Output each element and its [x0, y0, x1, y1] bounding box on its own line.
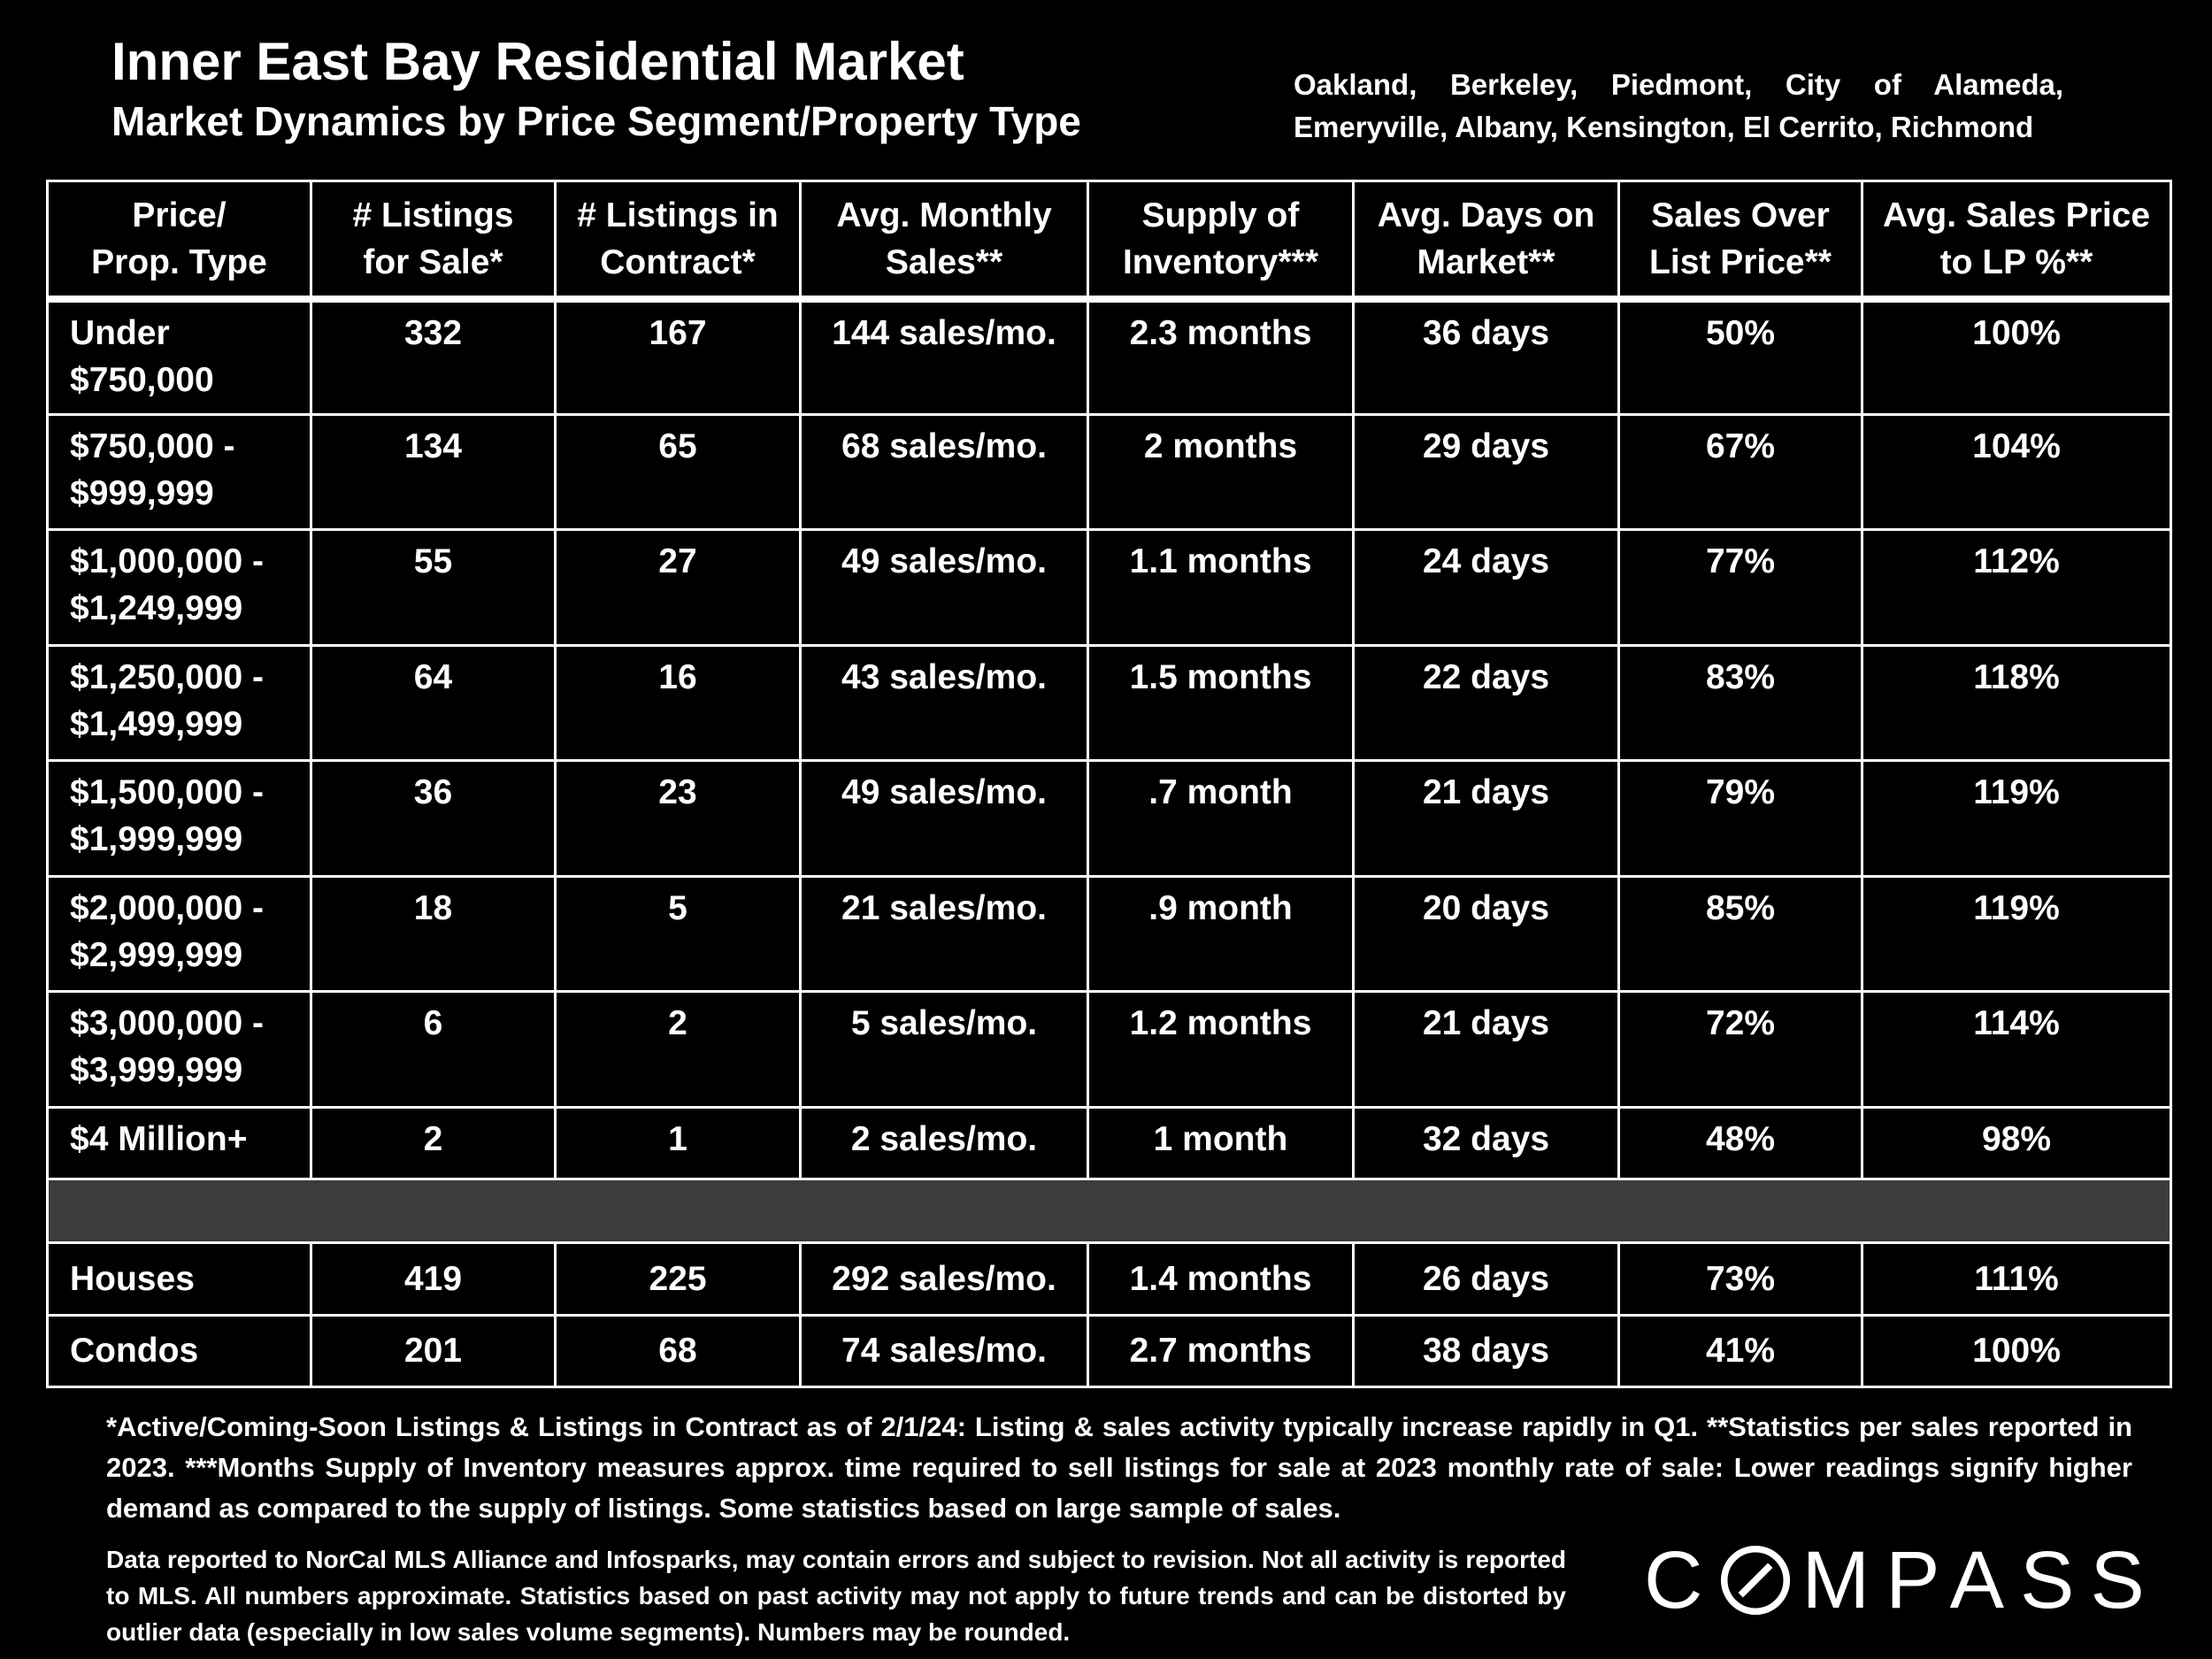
market-dynamics-table: [46, 180, 2172, 1388]
row-label: [48, 645, 311, 760]
table-cell: 2.7 months: [1088, 1315, 1354, 1387]
row-label-line: Condos: [70, 1332, 199, 1371]
table-cell: 100%: [1863, 1315, 2171, 1387]
row-label-line: $3,000,000 -: [70, 1004, 265, 1043]
page-subtitle: Market Dynamics by Price Segment/Property Type: [111, 98, 1081, 144]
table-cell: 419: [311, 1243, 556, 1315]
table-cell: 6: [311, 992, 556, 1107]
price-segment-row: [48, 645, 2171, 760]
table-cell: 74 sales/mo.: [801, 1315, 1088, 1387]
table-cell: 2: [556, 992, 801, 1107]
table-cell: 24 days: [1354, 530, 1619, 645]
price-segment-row: [48, 992, 2171, 1107]
table-cell: 98%: [1863, 1107, 2171, 1179]
column-header-line: Sales**: [885, 243, 1003, 281]
column-header: [801, 181, 1088, 300]
row-label-line: $999,999: [70, 473, 214, 512]
table-cell: 68 sales/mo.: [801, 414, 1088, 529]
table-cell: 55: [311, 530, 556, 645]
table-cell: 38 days: [1354, 1315, 1619, 1387]
price-segment-row: [48, 530, 2171, 645]
table-cell: 119%: [1863, 761, 2171, 876]
price-segment-row: [48, 299, 2171, 414]
table-cell: 64: [311, 645, 556, 760]
table-cell: .9 month: [1088, 876, 1354, 991]
row-label: [48, 414, 311, 529]
separator-cell: [48, 1179, 2171, 1243]
table-cell: 41%: [1619, 1315, 1863, 1387]
table-cell: 134: [311, 414, 556, 529]
table-cell: 21 days: [1354, 761, 1619, 876]
table-cell: 144 sales/mo.: [801, 299, 1088, 414]
column-header: [48, 181, 311, 300]
table-cell: 1.1 months: [1088, 530, 1354, 645]
table-cell: 1 month: [1088, 1107, 1354, 1179]
row-label-line: $2,000,000 -: [70, 888, 265, 927]
logo-text-rest: MPASS: [1801, 1535, 2161, 1625]
row-label-line: Under: [70, 314, 170, 352]
logo-text-c: C: [1644, 1535, 1719, 1625]
row-label: [48, 876, 311, 991]
property-type-row: [48, 1315, 2171, 1387]
column-header: [1354, 181, 1619, 300]
row-label-line: $1,500,000 -: [70, 773, 265, 812]
row-label-line: Houses: [70, 1259, 195, 1298]
table-cell: 22 days: [1354, 645, 1619, 760]
table-cell: 77%: [1619, 530, 1863, 645]
column-header-line: Prop. Type: [91, 243, 267, 281]
table-cell: 1.5 months: [1088, 645, 1354, 760]
column-header: [1863, 181, 2171, 300]
table-cell: 100%: [1863, 299, 2171, 414]
column-header: [311, 181, 556, 300]
price-segment-row: [48, 1107, 2171, 1179]
row-label-line: $1,999,999: [70, 820, 243, 859]
column-header: [1619, 181, 1863, 300]
row-label: [48, 530, 311, 645]
table-cell: 68: [556, 1315, 801, 1387]
column-header-line: # Listings: [352, 196, 514, 234]
row-label: [48, 1107, 311, 1179]
price-segment-row: [48, 761, 2171, 876]
cities-list: Oakland, Berkeley, Piedmont, City of Alameda, Emeryville, Albany, Kensington, El Cerrito, Richmond: [1294, 68, 2063, 143]
table-cell: 79%: [1619, 761, 1863, 876]
table-cell: 20 days: [1354, 876, 1619, 991]
table-cell: 23: [556, 761, 801, 876]
column-header-line: Market**: [1417, 243, 1555, 281]
table-cell: 118%: [1863, 645, 2171, 760]
column-header-line: Contract*: [600, 243, 756, 281]
table-cell: 111%: [1863, 1243, 2171, 1315]
row-label: [48, 761, 311, 876]
table-cell: 112%: [1863, 530, 2171, 645]
table-cell: 21 sales/mo.: [801, 876, 1088, 991]
table-cell: 1: [556, 1107, 801, 1179]
column-header-line: Supply of: [1141, 196, 1300, 234]
table-cell: 49 sales/mo.: [801, 530, 1088, 645]
compass-o-slash-icon: [1718, 1543, 1793, 1617]
table-cell: 119%: [1863, 876, 2171, 991]
page-title: Inner East Bay Residential Market: [111, 32, 964, 91]
table-cell: 26 days: [1354, 1243, 1619, 1315]
column-header-line: Inventory***: [1122, 243, 1319, 281]
price-segment-row: [48, 414, 2171, 529]
table-cell: 29 days: [1354, 414, 1619, 529]
table-cell: 2 months: [1088, 414, 1354, 529]
table-cell: 332: [311, 299, 556, 414]
table-cell: 292 sales/mo.: [801, 1243, 1088, 1315]
table-cell: 5: [556, 876, 801, 991]
table-cell: 50%: [1619, 299, 1863, 414]
row-label-line: $750,000 -: [70, 426, 235, 465]
row-label-line: $750,000: [70, 361, 214, 399]
table-cell: 36 days: [1354, 299, 1619, 414]
row-label-line: $2,999,999: [70, 935, 243, 974]
row-label-line: $1,000,000 -: [70, 542, 265, 581]
column-header-line: # Listings in: [577, 196, 779, 234]
row-label-line: $3,999,999: [70, 1051, 243, 1090]
table-cell: 18: [311, 876, 556, 991]
row-label: [48, 1315, 311, 1387]
table-cell: 225: [556, 1243, 801, 1315]
row-label-line: $1,250,000 -: [70, 657, 265, 696]
table-cell: 85%: [1619, 876, 1863, 991]
row-label-line: $1,499,999: [70, 704, 243, 743]
table-cell: 36: [311, 761, 556, 876]
table-cell: 2 sales/mo.: [801, 1107, 1088, 1179]
table-cell: 21 days: [1354, 992, 1619, 1107]
table-cell: 167: [556, 299, 801, 414]
table-cell: 1.2 months: [1088, 992, 1354, 1107]
row-label: [48, 1243, 311, 1315]
table-cell: 5 sales/mo.: [801, 992, 1088, 1107]
column-header-line: for Sale*: [363, 243, 503, 281]
table-body: [48, 299, 2171, 1387]
column-header-line: Avg. Monthly: [836, 196, 1052, 234]
column-header-line: Avg. Days on: [1377, 196, 1595, 234]
row-label-line: $4 Million+: [70, 1119, 248, 1158]
row-label: [48, 992, 311, 1107]
table-cell: 27: [556, 530, 801, 645]
table-cell: 2.3 months: [1088, 299, 1354, 414]
column-header-line: Avg. Sales Price: [1882, 196, 2151, 234]
table-cell: 201: [311, 1315, 556, 1387]
table-cell: 49 sales/mo.: [801, 761, 1088, 876]
table-cell: 67%: [1619, 414, 1863, 529]
column-header-line: Price/: [132, 196, 227, 234]
footnote-disclaimer: Data reported to NorCal MLS Alliance and Infosparks, may contain errors and subject to revision. Not all activity is reported to MLS. All numbers approximate. Statistics based on past activity may not apply to future trends and can be distorted by outlier data (especially in low sales volume segments). Numbers may be rounded.: [106, 1546, 1566, 1646]
table-cell: 1.4 months: [1088, 1243, 1354, 1315]
table-cell: 83%: [1619, 645, 1863, 760]
row-label: [48, 299, 311, 414]
table-cell: 2: [311, 1107, 556, 1179]
table-cell: 72%: [1619, 992, 1863, 1107]
column-header-line: List Price**: [1649, 243, 1832, 281]
table-cell: 73%: [1619, 1243, 1863, 1315]
column-header-line: Sales Over: [1651, 196, 1830, 234]
table-cell: 48%: [1619, 1107, 1863, 1179]
table-cell: .7 month: [1088, 761, 1354, 876]
table-cell: 104%: [1863, 414, 2171, 529]
table-cell: 114%: [1863, 992, 2171, 1107]
column-header: [1088, 181, 1354, 300]
table-cell: 16: [556, 645, 801, 760]
column-header: [556, 181, 801, 300]
header-row: [48, 181, 2171, 300]
column-header-line: to LP %**: [1939, 243, 2093, 281]
footnote-primary: *Active/Coming-Soon Listings & Listings in Contract as of 2/1/24: Listing & sales activity typically increase rapidly in Q1. **Statistics per sales reported in 2023. ***Months Supply of Inventory measures approx. time required to sell listings for sale at 2023 monthly rate of sale: Lower readings signify higher demand as compared to the supply of listings. Some statistics based on large sample of sales.: [106, 1411, 2132, 1524]
table-cell: 43 sales/mo.: [801, 645, 1088, 760]
compass-logo: [1644, 1535, 2161, 1625]
separator-row: [48, 1179, 2171, 1243]
property-type-row: [48, 1243, 2171, 1315]
table-cell: 32 days: [1354, 1107, 1619, 1179]
row-label-line: $1,249,999: [70, 589, 243, 628]
price-segment-row: [48, 876, 2171, 991]
table-cell: 65: [556, 414, 801, 529]
